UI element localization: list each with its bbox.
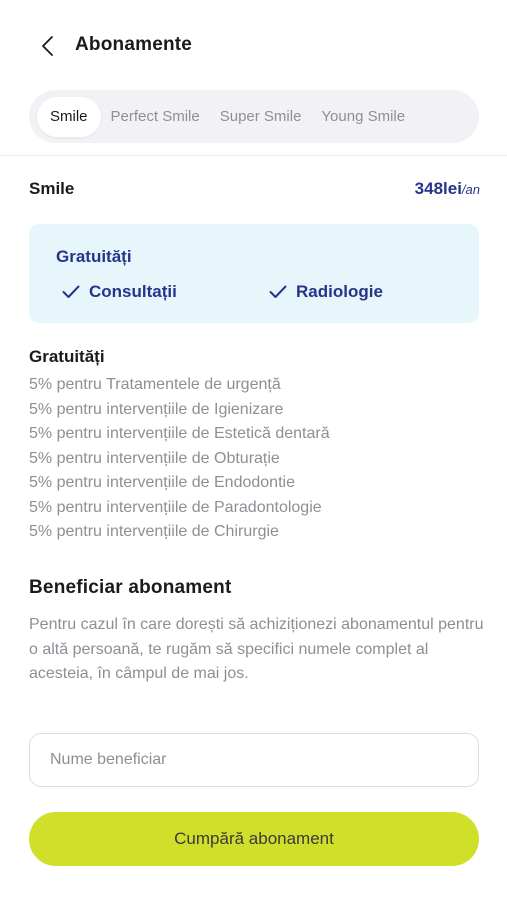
beneficiary-title: Beneficiar abonament [29, 577, 232, 598]
discount-item: 5% pentru intervențiile de Endodontie [29, 474, 295, 491]
tab-super-smile[interactable]: Super Smile [219, 107, 302, 125]
chevron-left-icon [38, 35, 58, 57]
price-unit: /an [461, 182, 480, 197]
checkmark-icon [269, 285, 287, 299]
buy-subscription-button[interactable]: Cumpără abonament [29, 812, 479, 866]
plan-tabs [29, 90, 479, 143]
beneficiary-name-input[interactable] [29, 733, 479, 787]
discounts-title: Gratuități [29, 347, 105, 366]
freebie-item [62, 282, 177, 302]
header [0, 24, 507, 68]
back-button[interactable] [34, 32, 62, 60]
freebies-title: Gratuități [56, 247, 132, 266]
beneficiary-description: Pentru cazul în care dorești să achiziționezi abonamentul pentru o altă persoană, te rugăm să specifici numele complet al acesteia, în câmpul de mai jos. [29, 616, 484, 682]
discount-item: 5% pentru Tratamentele de urgență [29, 376, 281, 393]
freebie-label: Radiologie [296, 282, 383, 301]
discounts-list [29, 373, 330, 545]
tab-young-smile[interactable]: Young Smile [321, 107, 406, 125]
freebie-label: Consultații [89, 282, 177, 301]
freebies-card [29, 224, 479, 323]
price-value: 348lei [414, 179, 462, 198]
discount-item: 5% pentru intervențiile de Paradontologie [29, 498, 322, 516]
divider [0, 155, 507, 156]
discount-item: 5% pentru intervențiile de Igienizare [29, 400, 284, 418]
tab-perfect-smile[interactable]: Perfect Smile [110, 107, 200, 125]
checkmark-icon [62, 285, 80, 299]
tab-smile[interactable]: Smile [37, 97, 101, 137]
freebie-item [269, 282, 383, 302]
discount-item: 5% pentru intervențiile de Estetică dentară [29, 425, 330, 442]
discount-item: 5% pentru intervențiile de Chirurgie [29, 523, 279, 540]
plan-price [415, 179, 480, 199]
plan-name: Smile [29, 179, 75, 198]
discount-item: 5% pentru intervențiile de Obturație [29, 449, 280, 467]
page-title: Abonamente [75, 34, 193, 55]
